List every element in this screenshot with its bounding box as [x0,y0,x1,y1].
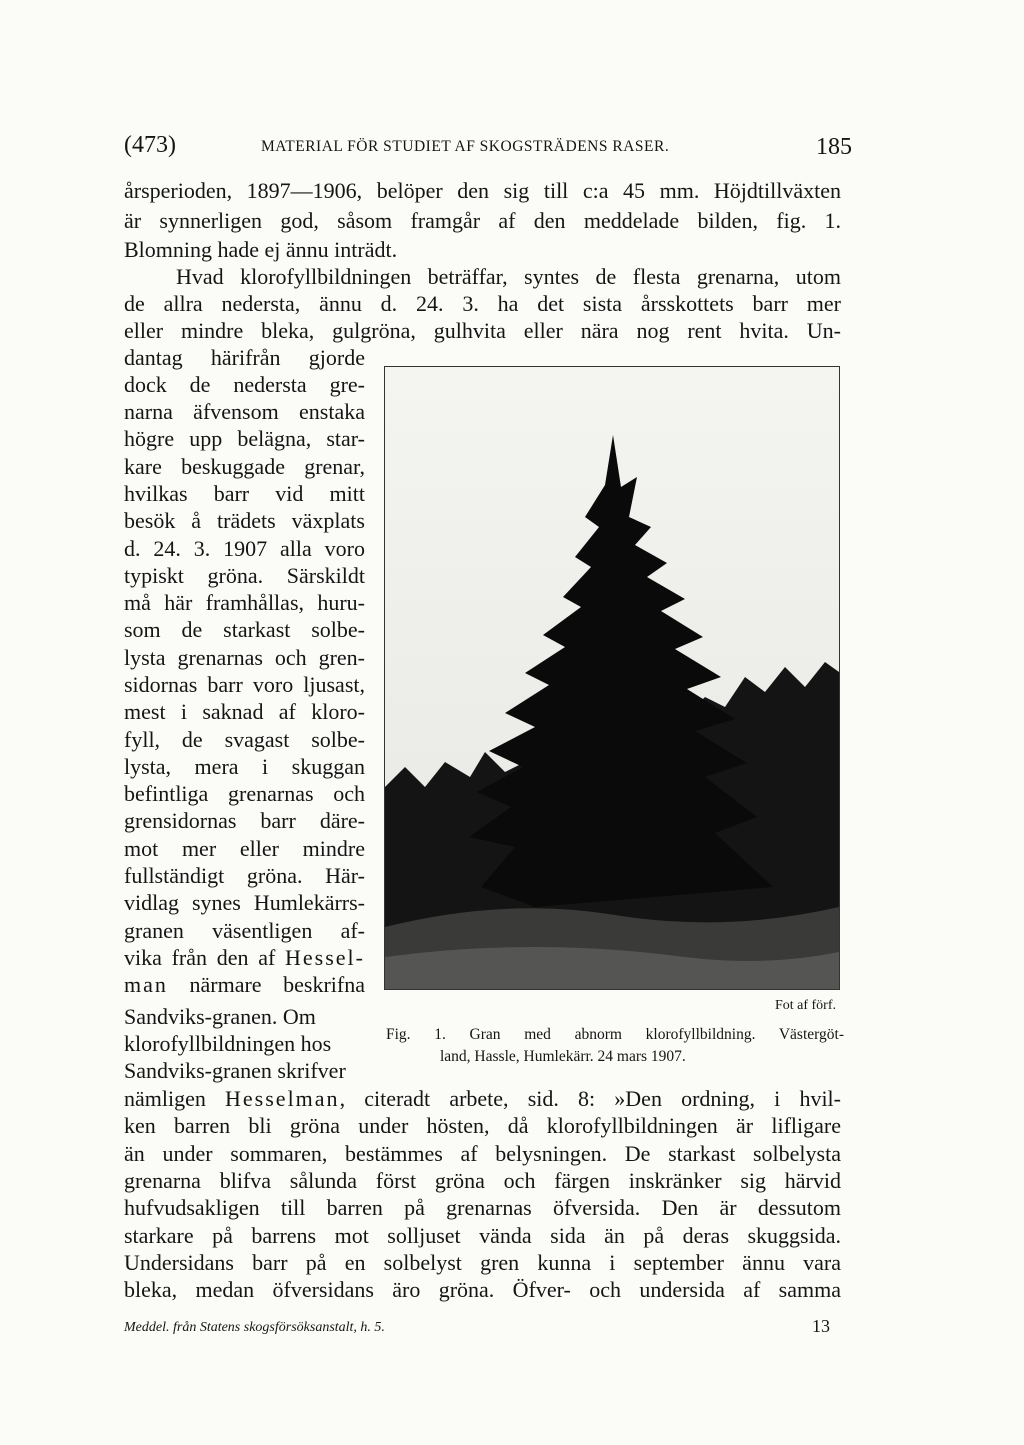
spruce-photograph [384,366,840,990]
text-line: klorofyllbildningen hos [124,1031,332,1056]
signature-mark: 13 [812,1316,830,1336]
text-line: lysta grenarnas och gren- [124,645,365,670]
text-line [124,1084,841,1114]
text-line: Blomning hade ej ännu inträdt. [124,237,398,262]
text-line: årsperioden, 1897—1906, belöper den sig till c:a 45 mm. Höjdtillväxten [124,178,841,203]
text-line: grensidornas barr däre- [124,808,365,833]
text-line: sidornas barr voro ljusast, [124,672,365,697]
text-segment: nämligen [124,1086,206,1111]
text-line: ken barren bli gröna under hösten, då klorofyllbildningen är lifligare [124,1113,841,1138]
text-line: dantag härifrån gjorde [124,345,365,370]
text-line: är synnerligen god, såsom framgår af den meddelade bilden, fig. 1. [124,208,841,233]
text-line: kare beskuggade grenar, [124,454,365,479]
text-line: fyll, de svagast solbe- [124,727,365,752]
text-line: narna äfvensom enstaka [124,399,365,424]
figure-caption [386,1024,844,1068]
text-line: grenarna blifva sålunda först gröna och färgen inskränker sig härvid [124,1168,841,1193]
text-line [124,943,365,973]
text-segment: vika från den af [124,945,286,970]
text-line [124,970,365,1000]
running-title: MATERIAL FÖR STUDIET AF SKOGSTRÄDENS RASER. [261,138,670,155]
text-segment: , citeradt arbete, sid. 8: »Den ordning, i hvil- [339,1086,842,1111]
text-line: mest i saknad af kloro- [124,699,365,724]
text-line: Sandviks-granen. Om [124,1004,316,1029]
text-line: vidlag synes Humlekärrs- [124,890,365,915]
text-line: lysta, mera i skuggan [124,754,365,779]
author-name: Hesselman [225,1086,340,1111]
text-segment: närmare beskrifna [189,972,365,997]
text-line: än under sommaren, bestämmes af belysningen. De starkast solbelysta [124,1141,841,1166]
photo-credit: Fot af förf. [774,998,836,1013]
page-number: 185 [816,134,852,160]
text-line: Hvad klorofyllbildningen beträffar, syntes de flesta grenarna, utom [176,264,841,289]
original-page-reference: (473) [124,132,176,158]
caption-line: Fig. 1. Gran med abnorm klorofyllbildning. Västergöt- [386,1026,844,1043]
running-header [124,132,852,166]
text-line: typiskt gröna. Särskildt [124,563,365,588]
text-line: eller mindre bleka, gulgröna, gulhvita eller nära nog rent hvita. Un- [124,318,841,343]
text-line: besök å trädets växplats [124,508,365,533]
text-line: må här framhållas, huru- [124,590,365,615]
text-line: hufvudsakligen till barren på grenarnas öfversida. Den är dessutom [124,1195,841,1220]
text-line: bleka, medan öfversidans äro gröna. Öfver- och undersida af samma [124,1277,841,1302]
text-line: de allra nedersta, ännu d. 24. 3. ha det sista årsskottets barr mer [124,291,841,316]
text-line: starkare på barrens mot solljuset vända sida än på deras skuggsida. [124,1223,841,1248]
author-name: man [124,972,168,997]
page-footer [124,1316,830,1344]
text-line: d. 24. 3. 1907 alla voro [124,536,365,561]
text-line: befintliga grenarnas och [124,781,365,806]
text-line: hvilkas barr vid mitt [124,481,365,506]
author-name: Hessel- [285,945,365,970]
text-line: som de starkast solbe- [124,617,365,642]
text-line: högre upp belägna, star- [124,426,365,451]
caption-line: land, Hassle, Humlekärr. 24 mars 1907. [440,1048,686,1065]
text-line: Undersidans barr på en solbelyst gren kunna i september ännu vara [124,1250,841,1275]
text-line: fullständigt gröna. Här- [124,863,365,888]
text-line: Sandviks-granen skrifver [124,1058,346,1083]
text-line: dock de nedersta gre- [124,372,365,397]
text-line: mot mer eller mindre [124,836,365,861]
text-line: granen väsentligen af- [124,918,365,943]
spruce-tree-image [385,367,839,989]
journal-reference: Meddel. från Statens skogsförsöksanstalt, h. 5. [124,1320,385,1335]
